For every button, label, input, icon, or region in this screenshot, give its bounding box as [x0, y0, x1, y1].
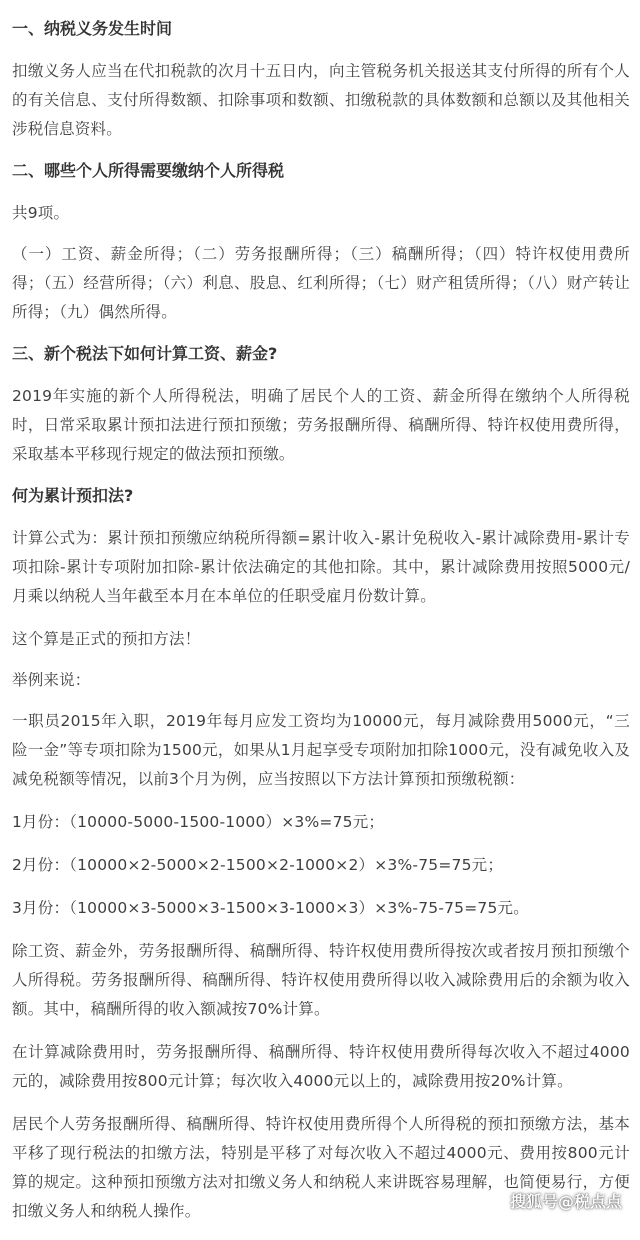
- section-heading-taxable-income: 二、哪些个人所得需要缴纳个人所得税: [12, 161, 285, 180]
- paragraph-formal-method: 这个算是正式的预扣方法！: [12, 630, 201, 648]
- article-body: [12, 16, 630, 1240]
- paragraph-example-intro: 举例来说：: [12, 671, 91, 689]
- section-heading-tax-obligation-time: 一、纳税义务发生时间: [12, 19, 173, 38]
- paragraph-income-list: （一）工资、薪金所得；（二）劳务报酬所得；（三）稿酬所得；（四）特许权使用费所得；（五）经营所得；（六）利息、股息、红利所得；（七）财产租赁所得；（八）财产转让所得；（九）偶然所得。: [12, 245, 630, 321]
- calc-january: 1月份：（10000-5000-1500-1000）×3%=75元；: [12, 813, 385, 831]
- calc-march: 3月份：（10000×3-5000×3-1500×3-1000×3）×3%-75-75=75元。: [12, 899, 529, 917]
- paragraph-reporting-deadline: 扣缴义务人应当在代扣税款的次月十五日内，向主管税务机关报送其支付所得的所有个人的有关信息、支付所得数额、扣除事项和数额、扣缴税款的具体数额和总额以及其他相关涉税信息资料。: [12, 62, 630, 138]
- paragraph-other-income: 除工资、薪金外，劳务报酬所得、稿酬所得、特许权使用费所得按次或者按月预扣预缴个人所得税。劳务报酬所得、稿酬所得、特许权使用费所得以收入减除费用后的余额为收入额。其中，稿酬所得的收入额减按70%计算。: [12, 942, 630, 1018]
- section-heading-cumulative-withholding: 何为累计预扣法?: [12, 486, 134, 505]
- paragraph-example: 一职员2015年入职，2019年每月应发工资均为10000元，每月减除费用5000元，“三险一金”等专项扣除为1500元，如果从1月起享受专项附加扣除1000元，没有减免收入及减免税额等情况，以前3个月为例，应当按照以下方法计算预扣预缴税额：: [12, 712, 630, 788]
- paragraph-deduction-rules: 在计算减除费用时，劳务报酬所得、稿酬所得、特许权使用费所得每次收入不超过4000元的，减除费用按800元计算；每次收入4000元以上的，减除费用按20%计算。: [12, 1043, 630, 1090]
- paragraph-nine-items: 共9项。: [12, 204, 70, 222]
- calc-february: 2月份：（10000×2-5000×2-1500×2-1000×2）×3%-75=75元；: [12, 856, 504, 874]
- paragraph-new-tax-law: 2019年实施的新个人所得税法，明确了居民个人的工资、薪金所得在缴纳个人所得税时，日常采取累计预扣法进行预扣预缴；劳务报酬所得、稿酬所得、特许权使用费所得，采取基本平移现行规定的做法预扣预缴。: [12, 387, 630, 463]
- section-heading-salary-calculation: 三、新个税法下如何计算工资、薪金?: [12, 344, 278, 363]
- sohu-watermark: 搜狐号@税点点: [509, 1192, 622, 1211]
- paragraph-formula: 计算公式为：累计预扣预缴应纳税所得额=累计收入-累计免税收入-累计减除费用-累计专项扣除-累计专项附加扣除-累计依法确定的其他扣除。其中，累计减除费用按照5000元/月乘以纳税人当年截至本月在本单位的任职受雇月份数计算。: [12, 529, 630, 605]
- paragraph-withholding-method: 居民个人劳务报酬所得、稿酬所得、特许权使用费所得个人所得税的预扣预缴方法，基本平移了现行税法的扣缴方法，特别是平移了对每次收入不超过4000元、费用按800元计算的规定。这种预扣预缴方法对扣缴义务人和纳税人来讲既容易理解，也简便易行，方便扣缴义务人和纳税人操作。: [12, 1115, 630, 1220]
